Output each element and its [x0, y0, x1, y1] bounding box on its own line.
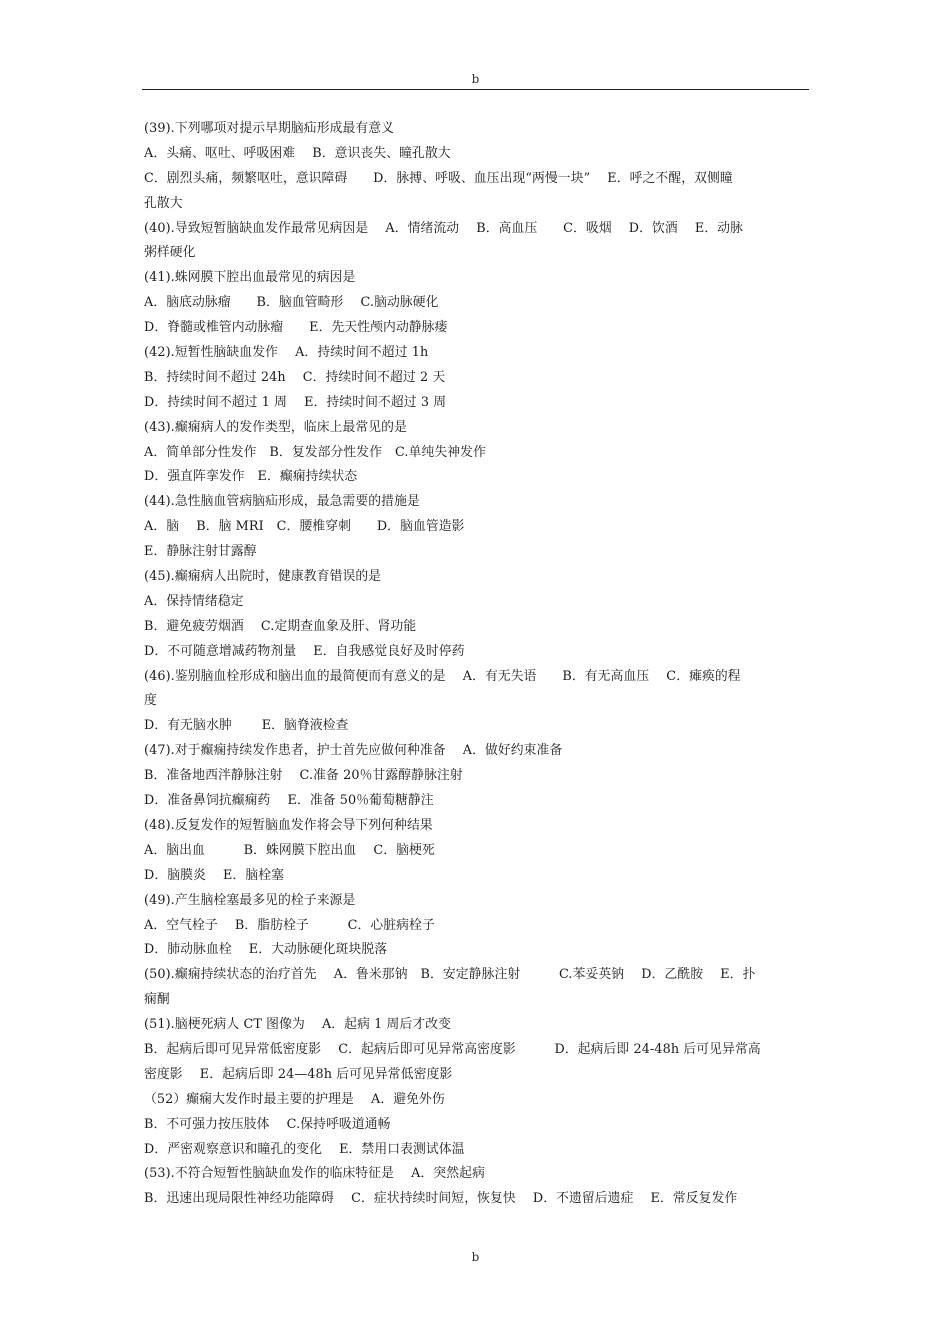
text-line: D．严密观察意识和瞳孔的变化 E．禁用口表测试体温 [144, 1141, 465, 1157]
text-line: (53).不符合短暂性脑缺血发作的临床特征是 A．突然起病 [144, 1166, 485, 1182]
text-line: 度 [144, 693, 157, 709]
text-line: (46).鉴别脑血栓形成和脑出血的最简便而有意义的是 A．有无失语 B．有无高血压 C．瘫痪的程 [144, 668, 741, 684]
text-line: D．不可随意增减药物剂量 E．自我感觉良好及时停药 [144, 643, 465, 659]
text-line: D．准备鼻饲抗癫痫药 E．准备 50％葡萄糖静注 [144, 793, 434, 809]
text-line: E．静脉注射甘露醇 [144, 544, 257, 560]
text-line: A．脑出血 B．蛛网膜下腔出血 C．脑梗死 [144, 842, 435, 858]
text-line: D．有无脑水肿 E．脑脊液检查 [144, 718, 349, 734]
text-line: B．准备地西泮静脉注射 C.准备 20％甘露醇静脉注射 [144, 768, 463, 784]
text-line: (51).脑梗死病人 CT 图像为 A．起病 1 周后才改变 [144, 1017, 452, 1033]
text-line: D．脑膜炎 E．脑栓塞 [144, 867, 285, 883]
header-text: b [471, 72, 480, 86]
text-line: B．持续时间不超过 24h C．持续时间不超过 2 天 [144, 369, 446, 385]
text-line: D．持续时间不超过 1 周 E．持续时间不超过 3 周 [144, 394, 447, 410]
text-line: A．空气栓子 B．脂肪栓子 C．心脏病栓子 [144, 917, 435, 933]
text-line: D．脊髓或椎管内动脉瘤 E．先天性颅内动静脉瘘 [144, 320, 448, 336]
text-line: (48).反复发作的短暂脑血发作将会导下列何种结果 [144, 817, 433, 833]
text-line: (40).导致短暂脑缺血发作最常见病因是 A．情绪流动 B．高血压 C．吸烟 D．饮酒 E．动脉 [144, 220, 744, 236]
text-line: B．迅速出现局限性神经功能障碍 C．症状持续时间短，恢复快 D．不遗留后遗症 E．常反复发作 [144, 1191, 738, 1207]
text-line: 痫酮 [144, 992, 170, 1008]
text-line: C．剧烈头痛，频繁呕吐，意识障碍 D．脉搏、呼吸、血压出现“两慢一块” E．呼之不醒，双侧瞳 [144, 170, 733, 186]
text-line: A．简单部分性发作 B．复发部分性发作 C.单纯失神发作 [144, 444, 486, 460]
text-line: B．避免疲劳烟酒 C.定期查血象及肝、肾功能 [144, 618, 417, 634]
text-line: (41).蛛网膜下腔出血最常见的病因是 [144, 270, 356, 286]
text-line: A．头痛、呕吐、呼吸困难 B．意识丧失、瞳孔散大 [144, 145, 451, 161]
text-line: (45).癫痫病人出院时，健康教育错误的是 [144, 569, 382, 585]
text-line: A．脑 B．脑 MRI C．腰椎穿刺 D．脑血管造影 [144, 519, 465, 535]
question-list [144, 117, 808, 1212]
page-footer [142, 1250, 809, 1264]
text-line: (50).癫痫持续状态的治疗首先 A．鲁米那钠 B．安定静脉注射 C.苯妥英钠 D．乙酰胺 E．扑 [144, 967, 756, 983]
text-line: 孔散大 [144, 195, 183, 211]
page-header [142, 70, 809, 90]
text-line: (49).产生脑栓塞最多见的栓子来源是 [144, 892, 356, 908]
text-line: A．保持情绪稳定 [144, 593, 244, 609]
text-line: (44).急性脑血管病脑疝形成，最急需要的措施是 [144, 494, 420, 510]
text-line: B．起病后即可见异常低密度影 C．起病后即可见异常高密度影 D．起病后即 24-48h 后可见异常高 [144, 1041, 761, 1057]
text-line: A．脑底动脉瘤 B．脑血管畸形 C.脑动脉硬化 [144, 295, 439, 311]
text-line: D．强直阵挛发作 E．癫痫持续状态 [144, 469, 358, 485]
text-line: (39).下列哪项对提示早期脑疝形成最有意义 [144, 121, 395, 136]
text-line: (43).癫痫病人的发作类型，临床上最常见的是 [144, 419, 407, 435]
text-line: B．不可强力按压肢体 C.保持呼吸道通畅 [144, 1116, 391, 1132]
footer-text: b [471, 1250, 480, 1264]
text-line: 密度影 E．起病后即 24—48h 后可见异常低密度影 [144, 1066, 453, 1082]
text-line: (47).对于癫痫持续发作患者，护士首先应做何种准备 A．做好约束准备 [144, 743, 563, 759]
text-line: 粥样硬化 [144, 245, 196, 261]
text-line: (42).短暂性脑缺血发作 A．持续时间不超过 1h [144, 345, 429, 361]
text-line: D．肺动脉血栓 E．大动脉硬化斑块脱落 [144, 942, 388, 958]
text-line: （52）癫痫大发作时最主要的护理是 A．避免外伤 [144, 1091, 445, 1107]
